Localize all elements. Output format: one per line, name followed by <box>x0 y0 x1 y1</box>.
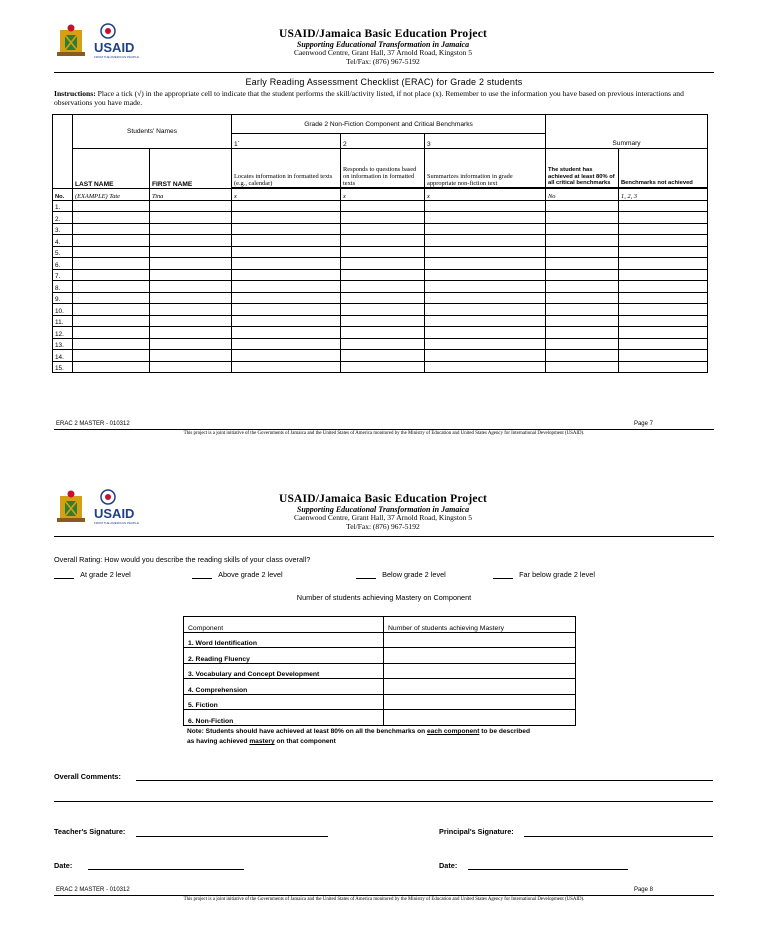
component-name: 5. Fiction <box>184 694 384 710</box>
table-cell[interactable] <box>546 292 619 304</box>
table-cell[interactable] <box>73 304 150 316</box>
example-not-achieved: 1, 2, 3 <box>619 189 708 201</box>
table-row <box>53 269 708 281</box>
principal-signature-label: Principal's Signature: <box>439 827 514 836</box>
mastery-count-cell[interactable] <box>384 679 576 695</box>
table-cell[interactable] <box>341 350 425 362</box>
table-cell[interactable] <box>619 327 708 339</box>
teacher-signature-label: Teacher's Signature: <box>54 827 126 836</box>
table-cell[interactable] <box>150 235 232 247</box>
table-cell[interactable] <box>425 212 546 224</box>
table-cell[interactable] <box>73 292 150 304</box>
table-cell[interactable] <box>232 304 341 316</box>
table-row <box>53 200 708 212</box>
table-cell[interactable] <box>425 361 546 373</box>
table-cell[interactable] <box>546 315 619 327</box>
teacher-date-line[interactable] <box>88 869 244 870</box>
example-b2: x <box>341 189 425 201</box>
table-cell[interactable] <box>619 304 708 316</box>
table-cell[interactable] <box>619 212 708 224</box>
table-cell[interactable] <box>546 212 619 224</box>
bench-num-2: 2 <box>341 134 425 149</box>
table-cell[interactable] <box>546 200 619 212</box>
instructions <box>54 89 718 108</box>
table-cell[interactable] <box>341 212 425 224</box>
table-cell[interactable] <box>232 258 341 270</box>
table-cell[interactable] <box>341 223 425 235</box>
achieved-header: The student has achieved at least 80% of all critical benchmarks <box>546 149 619 188</box>
table-cell[interactable] <box>546 223 619 235</box>
row-number: 11. <box>53 315 73 327</box>
mastery-row <box>184 663 576 679</box>
table-cell[interactable] <box>232 327 341 339</box>
teacher-signature-line[interactable] <box>136 836 328 837</box>
table-cell[interactable] <box>73 246 150 258</box>
table-cell[interactable] <box>150 223 232 235</box>
last-name-header: LAST NAME <box>73 149 150 189</box>
rating-option-2[interactable]: Above grade 2 level <box>192 570 283 579</box>
rating-blank-2[interactable] <box>192 578 212 579</box>
table-cell[interactable] <box>546 304 619 316</box>
instructions-text: Place a tick (√) in the appropriate cell to indicate that the student performs the skill/activity listed, if not place (x). Remember to use the information you have based on previous interactions and observations you have made. <box>54 89 684 108</box>
row-number: 4. <box>53 235 73 247</box>
not-achieved-header: Benchmarks not achieved <box>619 149 708 188</box>
example-b1: x <box>232 189 341 201</box>
table-row <box>53 304 708 316</box>
table-cell[interactable] <box>73 350 150 362</box>
table-cell[interactable] <box>425 223 546 235</box>
project-telfax: Tel/Fax: (876) 967-5192 <box>346 521 420 531</box>
jamaica-coat-of-arms-icon <box>56 22 146 64</box>
table-row <box>53 235 708 247</box>
mastery-count-cell[interactable] <box>384 648 576 664</box>
table-cell[interactable] <box>425 350 546 362</box>
project-title: USAID/Jamaica Basic Education Project <box>278 493 488 505</box>
mastery-count-cell[interactable] <box>384 694 576 710</box>
table-cell[interactable] <box>150 327 232 339</box>
project-subtitle: Supporting Educational Transformation in Jamaica <box>296 504 470 514</box>
table-cell[interactable] <box>546 258 619 270</box>
mastery-count-header: Number of students achieving Mastery <box>384 617 576 633</box>
letterhead <box>200 493 566 531</box>
table-cell[interactable] <box>619 223 708 235</box>
component-name: 4. Comprehension <box>184 679 384 695</box>
table-cell[interactable] <box>232 338 341 350</box>
bench-desc-3: Summarizes information in grade appropriate non-fiction text <box>425 149 546 188</box>
bench-desc-2: Responds to questions based on information in formatted texts <box>341 149 425 188</box>
table-row <box>53 350 708 362</box>
row-number: 3. <box>53 223 73 235</box>
principal-signature-line[interactable] <box>524 836 713 837</box>
table-cell[interactable] <box>73 315 150 327</box>
svg-text:FROM THE AMERICAN PEOPLE: FROM THE AMERICAN PEOPLE <box>94 521 139 525</box>
table-cell[interactable] <box>150 304 232 316</box>
usaid-logo-text: USAID <box>94 506 135 521</box>
header-divider <box>54 72 714 73</box>
logo-group <box>56 22 146 62</box>
bench-num-3: 3 <box>425 134 546 149</box>
table-cell[interactable] <box>232 269 341 281</box>
table-cell[interactable] <box>341 315 425 327</box>
table-cell[interactable] <box>425 246 546 258</box>
component-name: 6. Non-Fiction <box>184 710 384 726</box>
table-cell[interactable] <box>150 258 232 270</box>
principal-date-label: Date: <box>439 861 458 870</box>
table-cell[interactable] <box>73 327 150 339</box>
table-cell[interactable] <box>619 315 708 327</box>
mastery-rows <box>184 632 576 725</box>
table-cell[interactable] <box>546 269 619 281</box>
table-cell[interactable] <box>425 327 546 339</box>
mastery-row <box>184 679 576 695</box>
project-subtitle: Supporting Educational Transformation in Jamaica <box>296 39 470 49</box>
table-cell[interactable] <box>425 269 546 281</box>
table-row <box>53 212 708 224</box>
example-last: (EXAMPLE) Tate <box>73 189 150 201</box>
table-cell[interactable] <box>425 258 546 270</box>
row-number: 2. <box>53 212 73 224</box>
table-cell[interactable] <box>341 246 425 258</box>
footer-doc-id: ERAC 2 MASTER - 010312 <box>56 421 130 427</box>
mastery-count-cell[interactable] <box>384 632 576 648</box>
page-8 <box>0 466 768 932</box>
table-row <box>53 258 708 270</box>
table-cell[interactable] <box>150 269 232 281</box>
footer-divider <box>54 895 714 896</box>
project-telfax: Tel/Fax: (876) 967-5192 <box>346 56 420 66</box>
mastery-count-cell[interactable] <box>384 663 576 679</box>
footnote: This project is a joint initiative of the Governments of Jamaica and the United States of America monitored by the Ministry of Education and United States Agency for International Development (USAID). <box>183 431 585 436</box>
table-cell[interactable] <box>150 212 232 224</box>
table-cell[interactable] <box>232 281 341 293</box>
table-cell[interactable] <box>546 350 619 362</box>
table-row <box>53 281 708 293</box>
rating-option-1[interactable]: At grade 2 level <box>54 570 131 579</box>
mastery-count-cell[interactable] <box>384 710 576 726</box>
table-cell[interactable] <box>546 281 619 293</box>
example-achieved: No <box>546 189 619 201</box>
table-cell[interactable] <box>619 350 708 362</box>
table-cell[interactable] <box>425 281 546 293</box>
table-cell[interactable] <box>619 292 708 304</box>
table-cell[interactable] <box>425 235 546 247</box>
no-col-spacer <box>53 115 73 189</box>
overall-rating-question: Overall Rating: How would you describe the reading skills of your class overall? <box>54 555 311 564</box>
table-cell[interactable] <box>341 338 425 350</box>
table-cell[interactable] <box>150 315 232 327</box>
table-cell[interactable] <box>619 338 708 350</box>
table-cell[interactable] <box>232 223 341 235</box>
table-cell[interactable] <box>232 200 341 212</box>
footnote: This project is a joint initiative of the Governments of Jamaica and the United States of America monitored by the Ministry of Education and United States Agency for International Development (USAID). <box>183 897 585 902</box>
row-number: 10. <box>53 304 73 316</box>
mastery-note: Note: Students should have achieved at least 80% on all the benchmarks on each component to be described as having achieved mastery on that component <box>187 728 530 746</box>
table-cell[interactable] <box>546 327 619 339</box>
table-cell[interactable] <box>73 338 150 350</box>
students-names-header: Students' Names <box>73 115 232 149</box>
row-number: 8. <box>53 281 73 293</box>
table-cell[interactable] <box>73 235 150 247</box>
project-title: USAID/Jamaica Basic Education Project <box>278 28 488 40</box>
table-cell[interactable] <box>425 338 546 350</box>
table-cell[interactable] <box>232 212 341 224</box>
component-name: 2. Reading Fluency <box>184 648 384 664</box>
project-address: Caenwood Centre, Grant Hall, 37 Arnold Road, Kingston 5 <box>293 48 473 58</box>
table-cell[interactable] <box>341 327 425 339</box>
footer-page-number: Page 7 <box>633 421 653 427</box>
table-cell[interactable] <box>150 361 232 373</box>
summary-header: Summary <box>546 115 708 149</box>
table-cell[interactable] <box>341 281 425 293</box>
footer-page-number: Page 8 <box>633 887 653 893</box>
table-cell[interactable] <box>150 200 232 212</box>
example-first: Tina <box>150 189 232 201</box>
table-row <box>53 361 708 373</box>
table-cell[interactable] <box>546 235 619 247</box>
table-cell[interactable] <box>341 361 425 373</box>
component-header: Component <box>184 617 384 633</box>
header-divider <box>54 536 714 537</box>
table-cell[interactable] <box>73 200 150 212</box>
row-number: 9. <box>53 292 73 304</box>
table-cell[interactable] <box>73 212 150 224</box>
table-row <box>53 315 708 327</box>
overall-comments-label: Overall Comments: <box>54 772 121 781</box>
rating-blank-1[interactable] <box>54 578 74 579</box>
table-cell[interactable] <box>619 281 708 293</box>
principal-date-line[interactable] <box>468 869 628 870</box>
footer-divider <box>54 429 714 430</box>
rating-option-4[interactable]: Far below grade 2 level <box>493 570 595 579</box>
table-cell[interactable] <box>341 200 425 212</box>
table-cell[interactable] <box>619 200 708 212</box>
usaid-logo-text: USAID <box>94 40 135 55</box>
table-cell[interactable] <box>232 361 341 373</box>
row-number: 5. <box>53 246 73 258</box>
logo-group <box>56 488 146 528</box>
erac-table <box>52 114 708 373</box>
table-cell[interactable] <box>232 350 341 362</box>
letterhead <box>200 28 566 66</box>
row-number: 12. <box>53 327 73 339</box>
svg-text:FROM THE AMERICAN PEOPLE: FROM THE AMERICAN PEOPLE <box>94 55 139 59</box>
example-b3: x <box>425 189 546 201</box>
table-cell[interactable] <box>341 235 425 247</box>
table-cell[interactable] <box>619 361 708 373</box>
table-cell[interactable] <box>425 200 546 212</box>
overall-comments-line-2[interactable] <box>54 801 713 802</box>
overall-comments-line-1[interactable] <box>136 780 713 781</box>
table-cell[interactable] <box>619 235 708 247</box>
row-number: 13. <box>53 338 73 350</box>
table-cell[interactable] <box>150 246 232 258</box>
table-cell[interactable] <box>150 281 232 293</box>
table-cell[interactable] <box>546 338 619 350</box>
table-cell[interactable] <box>619 269 708 281</box>
no-header: No. <box>53 189 73 201</box>
table-cell[interactable] <box>546 361 619 373</box>
table-row <box>53 246 708 258</box>
bench-desc-1: Locates information in formatted texts (e.g., calendar) <box>232 149 341 188</box>
component-name: 3. Vocabulary and Concept Development <box>184 663 384 679</box>
table-row <box>53 338 708 350</box>
table-row <box>53 292 708 304</box>
table-cell[interactable] <box>150 338 232 350</box>
project-address: Caenwood Centre, Grant Hall, 37 Arnold Road, Kingston 5 <box>293 513 473 523</box>
table-cell[interactable] <box>73 269 150 281</box>
component-name: 1. Word Identification <box>184 632 384 648</box>
first-name-header: FIRST NAME <box>150 149 232 189</box>
table-cell[interactable] <box>341 258 425 270</box>
row-number: 15. <box>53 361 73 373</box>
row-number: 1. <box>53 200 73 212</box>
table-cell[interactable] <box>425 304 546 316</box>
row-number: 14. <box>53 350 73 362</box>
table-cell[interactable] <box>73 281 150 293</box>
table-cell[interactable] <box>232 246 341 258</box>
table-cell[interactable] <box>341 269 425 281</box>
example-row <box>53 189 708 201</box>
rating-blank-4[interactable] <box>493 578 513 579</box>
table-cell[interactable] <box>341 292 425 304</box>
table-cell[interactable] <box>73 361 150 373</box>
table-cell[interactable] <box>73 223 150 235</box>
bench-num-1: 1` <box>232 134 341 149</box>
table-cell[interactable] <box>150 350 232 362</box>
instructions-label: Instructions: <box>54 89 96 98</box>
table-cell[interactable] <box>232 235 341 247</box>
rating-option-3[interactable]: Below grade 2 level <box>356 570 446 579</box>
student-rows <box>53 200 708 373</box>
table-cell[interactable] <box>619 246 708 258</box>
table-cell[interactable] <box>425 292 546 304</box>
table-cell[interactable] <box>425 315 546 327</box>
table-cell[interactable] <box>73 258 150 270</box>
grade2-group-header: Grade 2 Non-Fiction Component and Critical Benchmarks <box>232 115 546 134</box>
table-cell[interactable] <box>341 304 425 316</box>
table-row <box>53 327 708 339</box>
table-cell[interactable] <box>150 292 232 304</box>
row-number: 6. <box>53 258 73 270</box>
table-cell[interactable] <box>232 315 341 327</box>
mastery-row <box>184 694 576 710</box>
mastery-title: Number of students achieving Mastery on Component <box>296 593 472 602</box>
teacher-date-label: Date: <box>54 861 73 870</box>
row-number: 7. <box>53 269 73 281</box>
footer-doc-id: ERAC 2 MASTER - 010312 <box>56 887 130 893</box>
jamaica-coat-of-arms-icon <box>56 488 146 530</box>
rating-blank-3[interactable] <box>356 578 376 579</box>
mastery-row <box>184 710 576 726</box>
mastery-table <box>183 616 576 726</box>
checklist-title: Early Reading Assessment Checklist (ERAC) for Grade 2 students <box>245 77 523 87</box>
table-cell[interactable] <box>232 292 341 304</box>
table-row <box>53 223 708 235</box>
mastery-row <box>184 648 576 664</box>
table-cell[interactable] <box>619 258 708 270</box>
mastery-row <box>184 632 576 648</box>
table-cell[interactable] <box>546 246 619 258</box>
